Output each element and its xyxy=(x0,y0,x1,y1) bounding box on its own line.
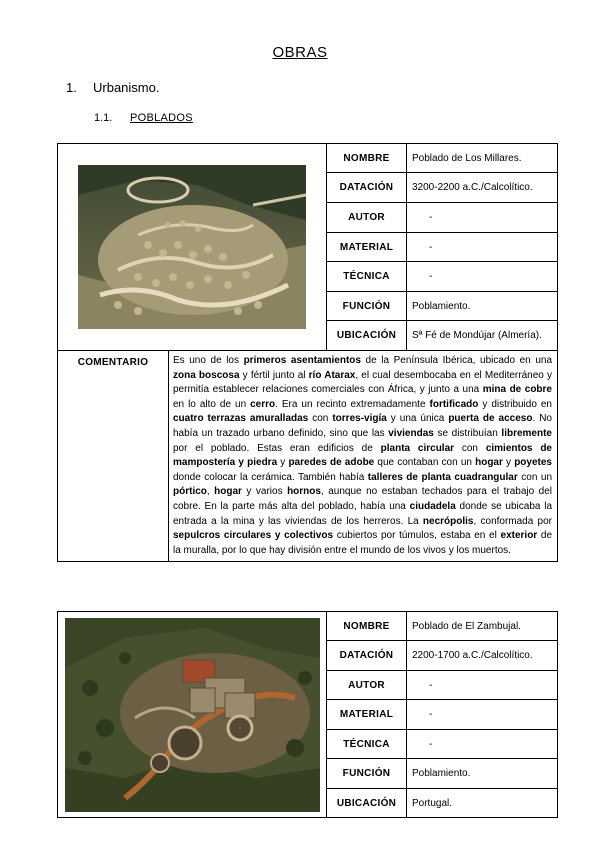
comment-run: y varios xyxy=(241,486,288,498)
comment-bold-run: poyetes xyxy=(514,457,552,469)
comment-bold-run: viviendas xyxy=(388,427,434,439)
label-datacion: DATACIÓN xyxy=(327,641,407,671)
comment-run: , conformada por xyxy=(473,515,552,527)
label-funcion: FUNCIÓN xyxy=(327,759,407,789)
value-tecnica: - xyxy=(407,262,558,292)
comment-bold-run: cuatro terrazas amuralladas xyxy=(173,413,309,425)
label-tecnica: TÉCNICA xyxy=(327,730,407,759)
comment-bold-run: cerro xyxy=(250,398,276,410)
label-material: MATERIAL xyxy=(327,233,407,262)
value-nombre: Poblado de El Zambujal. xyxy=(407,612,558,641)
label-tecnica: TÉCNICA xyxy=(327,262,407,292)
comment-bold-run: necrópolis xyxy=(422,515,474,527)
comment-bold-run: exterior xyxy=(500,530,538,542)
value-ubicacion: Portugal. xyxy=(407,789,558,818)
comment-bold-run: río Atarax xyxy=(308,369,356,381)
comment-bold-run: hornos xyxy=(287,486,321,498)
value-material: - xyxy=(407,700,558,730)
comment-bold-run: torres-vigía xyxy=(332,413,387,425)
value-funcion: Poblamiento. xyxy=(407,292,558,321)
comment-bold-run: talleres de planta cuadrangular xyxy=(367,471,518,483)
subsection-label: POBLADOS xyxy=(130,112,193,124)
comment-bold-run: libremente xyxy=(501,427,552,439)
comment-run: Es uno de los xyxy=(173,355,244,366)
comment-bold-run: pórtico xyxy=(173,486,207,498)
comment-run: y fértil junto al xyxy=(239,369,309,381)
subsection-heading xyxy=(94,112,193,124)
comment-run: en lo alto de un xyxy=(173,398,251,410)
comment-run: con xyxy=(308,413,333,425)
value-nombre: Poblado de Los Millares. xyxy=(407,144,558,173)
page-title: OBRAS xyxy=(272,44,328,61)
comment-bold-run: cimientos de mampostería y piedra xyxy=(173,442,552,469)
comment-run: donde se ubicaba la entrada a la mina y las viviendas de los herreros. La xyxy=(173,500,553,527)
value-material: - xyxy=(407,233,558,262)
value-datacion: 2200-1700 a.C./Calcolítico. xyxy=(407,641,558,671)
comment-bold-run: sepulcros circulares y colectivos xyxy=(173,530,334,542)
label-autor: AUTOR xyxy=(327,203,407,233)
value-funcion: Poblamiento. xyxy=(407,759,558,789)
photo-cell xyxy=(58,144,327,351)
comment-run: con un xyxy=(517,471,553,483)
comment-table xyxy=(57,350,558,562)
comment-bold-run: mina de cobre xyxy=(482,384,552,396)
section-number: 1. xyxy=(66,80,77,95)
comment-run: y xyxy=(502,457,515,469)
comment-run: y distribuido en xyxy=(478,398,552,410)
monument-card-los-millares xyxy=(57,143,558,351)
comment-run: con xyxy=(454,442,486,454)
section-heading xyxy=(66,80,159,95)
comment-run: de la Península Ibérica, ubicado en una xyxy=(360,355,552,366)
value-autor: - xyxy=(407,671,558,700)
label-nombre: NOMBRE xyxy=(327,144,407,173)
comment-run: y xyxy=(277,457,289,469)
comment-run: , xyxy=(206,486,215,498)
comment-run: , el cual desembocaba en el Mediterráneo y permitía establecer relaciones comerciales con África, y junto a una xyxy=(173,369,552,396)
comment-run: . Era un recinto extremadamente xyxy=(275,398,430,410)
comment-run: . No había un trazado urbano definido, sino que las xyxy=(173,413,552,439)
comment-bold-run: primeros asentamientos xyxy=(243,355,361,366)
value-autor: - xyxy=(407,203,558,233)
label-autor: AUTOR xyxy=(327,671,407,700)
monument-card-el-zambujal xyxy=(57,611,558,818)
comment-run: se distribuían xyxy=(433,427,502,439)
comment-run: que contaban con un xyxy=(374,457,476,469)
comment-bold-run: zona boscosa xyxy=(173,369,240,381)
comment-run: de la muralla, por lo que hay división entre el mundo de los vivos y los muertos. xyxy=(173,530,553,556)
comment-text xyxy=(169,351,558,562)
value-tecnica: - xyxy=(407,730,558,759)
comment-bold-run: planta circular xyxy=(380,442,455,454)
comment-bold-run: paredes de adobe xyxy=(288,457,375,469)
comment-bold-run: ciudadela xyxy=(409,500,456,512)
comment-run: , aunque no estaban techados para el trabajo del cobre. En la parte más alta del poblado, había una xyxy=(173,486,553,512)
label-ubicacion: UBICACIÓN xyxy=(327,321,407,351)
value-datacion: 3200-2200 a.C./Calcolítico. xyxy=(407,173,558,203)
comment-bold-run: hogar xyxy=(475,457,503,469)
comment-bold-run: hogar xyxy=(214,486,242,498)
label-material: MATERIAL xyxy=(327,700,407,730)
comment-run: cubiertos por túmulos, estaba en el xyxy=(333,530,501,542)
photo-cell xyxy=(58,612,327,818)
comment-bold-run: fortificado xyxy=(429,398,479,410)
label-ubicacion: UBICACIÓN xyxy=(327,789,407,818)
el-zambujal-aerial-photo xyxy=(65,618,320,812)
label-nombre: NOMBRE xyxy=(327,612,407,641)
comment-bold-run: puerta de acceso xyxy=(448,413,533,425)
label-datacion: DATACIÓN xyxy=(327,173,407,203)
section-label: Urbanismo. xyxy=(93,80,160,95)
label-funcion: FUNCIÓN xyxy=(327,292,407,321)
subsection-number: 1.1. xyxy=(94,112,113,124)
comment-run: y una única xyxy=(386,413,449,425)
comment-run: por el poblado. Estas eran edificios de xyxy=(173,442,381,454)
los-millares-aerial-photo xyxy=(78,165,306,329)
value-ubicacion: Sª Fé de Mondújar (Almería). xyxy=(407,321,558,351)
comment-run: donde colocar la cerámica. También había xyxy=(173,471,368,483)
label-comentario: COMENTARIO xyxy=(58,351,169,562)
